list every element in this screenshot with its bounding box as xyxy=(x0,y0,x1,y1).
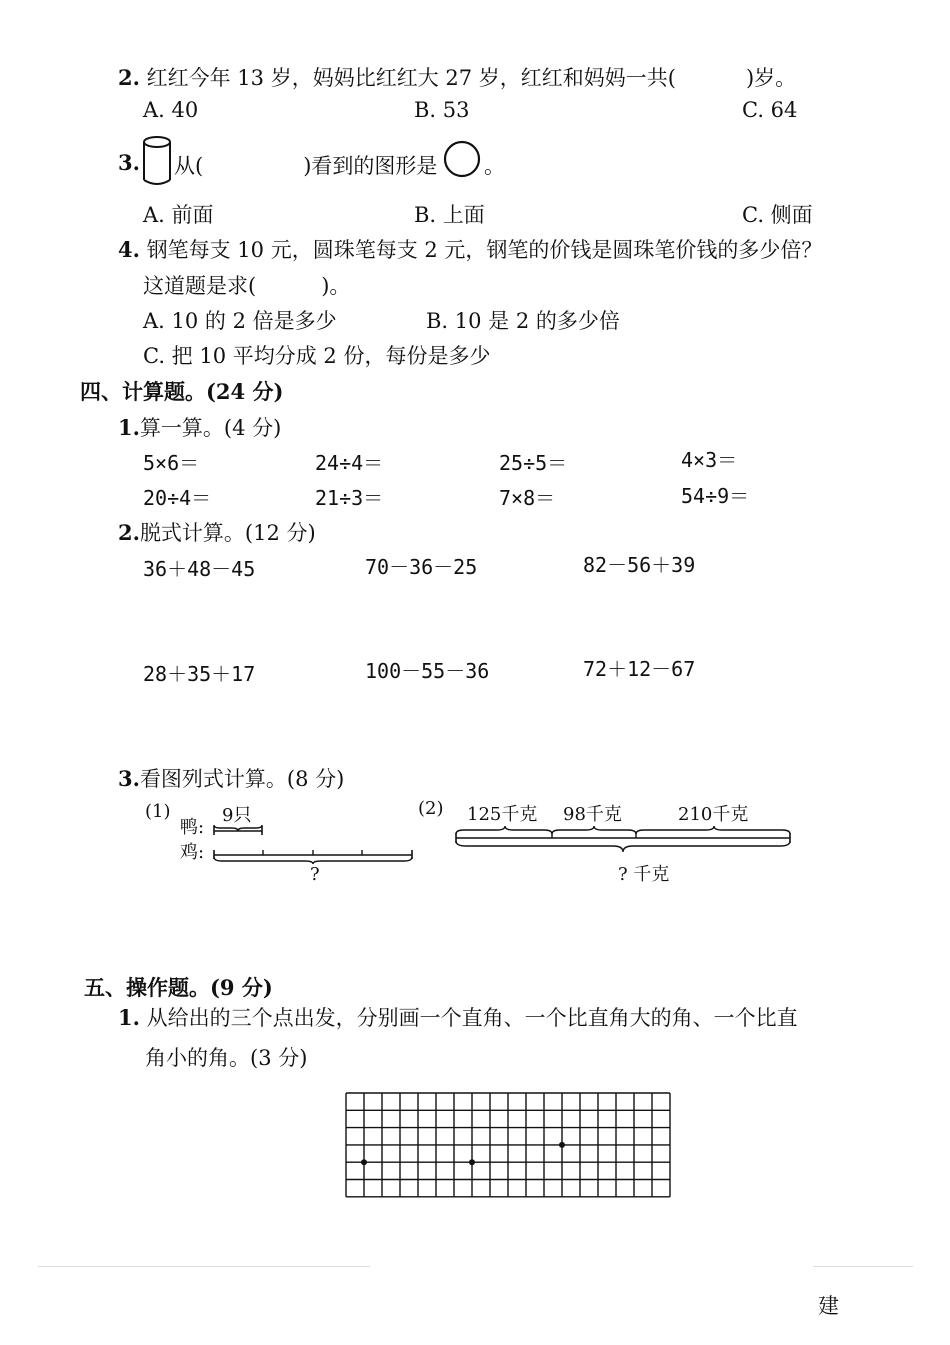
segment-3-label: 210千克 xyxy=(678,804,749,825)
start-point[interactable] xyxy=(361,1159,367,1165)
footer-char: 建 xyxy=(818,1294,839,1318)
duck-count: 9只 xyxy=(222,805,252,826)
start-point[interactable] xyxy=(559,1142,565,1148)
expression: 100－55－36 xyxy=(365,659,490,683)
calc-item: 25÷5＝ xyxy=(499,451,568,475)
figure-2-diagram xyxy=(452,824,797,858)
calc-item: 20÷4＝ xyxy=(143,486,212,510)
part-title-text: 脱式计算。(12 分) xyxy=(139,521,316,545)
circle-icon xyxy=(443,140,483,180)
option-c[interactable]: C. 把 10 平均分成 2 份，每份是多少 xyxy=(143,344,491,368)
footer-rule-left xyxy=(38,1266,370,1267)
part-text-line2: 角小的角。(3 分) xyxy=(145,1046,308,1070)
total-brace xyxy=(456,841,790,852)
part-1-title xyxy=(118,412,281,442)
expression: 82－56＋39 xyxy=(583,553,696,577)
segment-2-brace xyxy=(552,826,636,834)
calc-item: 21÷3＝ xyxy=(315,486,384,510)
option-a[interactable]: A. 40 xyxy=(143,98,199,122)
calc-item: 24÷4＝ xyxy=(315,451,384,475)
start-point[interactable] xyxy=(469,1159,475,1165)
expression: 70－36－25 xyxy=(365,555,478,579)
section-5-title: 五、操作题。(9 分) xyxy=(84,975,273,1000)
footer-rule-right xyxy=(813,1266,913,1267)
option-a[interactable]: A. 前面 xyxy=(143,203,214,227)
question-number: 2. xyxy=(118,65,140,90)
question-number: 4. xyxy=(118,237,140,262)
calc-item: 7×8＝ xyxy=(499,486,556,510)
segment-1-label: 125千克 xyxy=(467,804,538,825)
chicken-brace xyxy=(214,857,412,864)
question-4 xyxy=(118,234,822,264)
cylinder-icon xyxy=(142,134,174,188)
part-text: 从给出的三个点出发，分别画一个直角、一个比直角大的角、一个比直 xyxy=(146,1006,798,1030)
expression: 28＋35＋17 xyxy=(143,662,256,686)
option-a[interactable]: A. 10 的 2 倍是多少 xyxy=(143,309,337,333)
figure-2-label: (2) xyxy=(418,798,444,819)
figure-1-label: (1) xyxy=(145,801,171,822)
option-b[interactable]: B. 53 xyxy=(414,98,470,122)
part-title-text: 算一算。(4 分) xyxy=(139,416,282,440)
question-4-line2 xyxy=(143,270,350,300)
segment-3-brace xyxy=(636,826,790,834)
part-3-title xyxy=(118,763,344,793)
figure-1-diagram xyxy=(210,815,420,865)
question-text-end: )岁。 xyxy=(745,66,797,90)
question-text: 从( xyxy=(174,154,204,178)
question-text-mid: )看到的图形是 xyxy=(303,154,438,178)
chicken-label: 鸡: xyxy=(180,842,205,863)
part-number: 1. xyxy=(118,1005,140,1030)
chicken-question: ? xyxy=(310,864,320,885)
question-text-end: 。 xyxy=(484,154,505,178)
option-c[interactable]: C. 侧面 xyxy=(742,203,813,227)
duck-label: 鸭: xyxy=(180,817,205,838)
option-c[interactable]: C. 64 xyxy=(742,98,798,122)
question-2 xyxy=(118,62,796,92)
question-text-end: )。 xyxy=(321,274,351,298)
section-5-part-1 xyxy=(118,1002,798,1032)
calc-item: 4×3＝ xyxy=(681,448,738,472)
part-title-text: 看图列式计算。(8 分) xyxy=(139,767,345,791)
part-number: 2. xyxy=(118,520,140,545)
calc-item: 5×6＝ xyxy=(143,451,200,475)
question-text: 这道题是求( xyxy=(143,274,257,298)
option-b[interactable]: B. 上面 xyxy=(414,203,485,227)
question-text: 红红今年 13 岁，妈妈比红红大 27 岁，红红和妈妈一共( xyxy=(146,66,676,90)
part-2-title xyxy=(118,517,316,547)
expression: 36＋48－45 xyxy=(143,557,256,581)
expression: 72＋12－67 xyxy=(583,657,696,681)
segment-1-brace xyxy=(456,826,552,834)
drawing-grid[interactable] xyxy=(345,1092,673,1198)
option-b[interactable]: B. 10 是 2 的多少倍 xyxy=(426,309,620,333)
part-number: 3. xyxy=(118,766,140,791)
duck-brace xyxy=(214,825,262,831)
question-text: 钢笔每支 10 元，圆珠笔每支 2 元，钢笔的价钱是圆珠笔价钱的多少倍？ xyxy=(146,238,823,262)
segment-2-label: 98千克 xyxy=(563,804,622,825)
calc-item: 54÷9＝ xyxy=(681,484,750,508)
section-4-title: 四、计算题。(24 分) xyxy=(80,379,284,404)
question-3-text xyxy=(174,150,437,180)
question-number: 3. xyxy=(118,150,140,175)
total-question: ? 千克 xyxy=(618,864,670,885)
part-number: 1. xyxy=(118,415,140,440)
